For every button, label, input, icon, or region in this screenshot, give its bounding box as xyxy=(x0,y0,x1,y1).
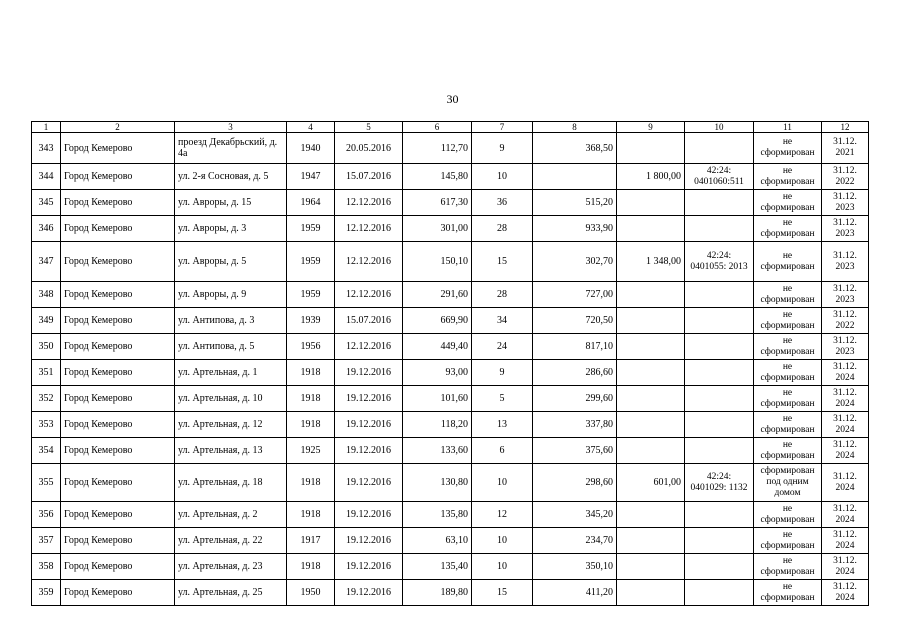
column-number: 2 xyxy=(61,122,175,133)
municipality-cell: Город Кемерово xyxy=(61,580,175,606)
value-col9-cell xyxy=(617,360,685,386)
deadline-cell: 31.12. 2024 xyxy=(822,438,869,464)
count-cell: 9 xyxy=(472,360,533,386)
deadline-cell: 31.12. 2024 xyxy=(822,580,869,606)
row-number: 344 xyxy=(32,164,61,190)
table-row xyxy=(32,308,869,334)
area-cell: 112,70 xyxy=(403,133,472,164)
count-cell: 6 xyxy=(472,438,533,464)
year-cell: 1956 xyxy=(287,334,335,360)
year-cell: 1964 xyxy=(287,190,335,216)
date-cell: 19.12.2016 xyxy=(335,554,403,580)
column-number: 12 xyxy=(822,122,869,133)
cadastral-number-cell: 42:24: 0401060:511 xyxy=(685,164,754,190)
year-cell: 1918 xyxy=(287,554,335,580)
page-number: 30 xyxy=(446,92,459,106)
area-cell: 617,30 xyxy=(403,190,472,216)
row-number: 357 xyxy=(32,528,61,554)
table-row xyxy=(32,334,869,360)
municipality-cell: Город Кемерово xyxy=(61,412,175,438)
address-cell: ул. Авроры, д. 5 xyxy=(175,242,287,282)
column-number: 5 xyxy=(335,122,403,133)
municipality-cell: Город Кемерово xyxy=(61,438,175,464)
year-cell: 1950 xyxy=(287,580,335,606)
deadline-cell: 31.12. 2024 xyxy=(822,464,869,502)
land-status-cell: не сформирован xyxy=(754,308,822,334)
row-number: 352 xyxy=(32,386,61,412)
area-cell: 63,10 xyxy=(403,528,472,554)
row-number: 350 xyxy=(32,334,61,360)
municipality-cell: Город Кемерово xyxy=(61,282,175,308)
land-status-cell: не сформирован xyxy=(754,412,822,438)
municipality-cell: Город Кемерово xyxy=(61,360,175,386)
municipality-cell: Город Кемерово xyxy=(61,502,175,528)
value-col9-cell xyxy=(617,386,685,412)
value-col8-cell: 515,20 xyxy=(533,190,617,216)
land-status-cell: не сформирован xyxy=(754,133,822,164)
address-cell: ул. Авроры, д. 9 xyxy=(175,282,287,308)
table-row xyxy=(32,554,869,580)
column-number: 10 xyxy=(685,122,754,133)
deadline-cell: 31.12. 2021 xyxy=(822,133,869,164)
count-cell: 10 xyxy=(472,528,533,554)
deadline-cell: 31.12. 2024 xyxy=(822,554,869,580)
table-row xyxy=(32,190,869,216)
date-cell: 20.05.2016 xyxy=(335,133,403,164)
area-cell: 118,20 xyxy=(403,412,472,438)
table-row xyxy=(32,133,869,164)
deadline-cell: 31.12. 2023 xyxy=(822,242,869,282)
municipality-cell: Город Кемерово xyxy=(61,164,175,190)
count-cell: 5 xyxy=(472,386,533,412)
value-col9-cell xyxy=(617,133,685,164)
cadastral-number-cell xyxy=(685,554,754,580)
year-cell: 1947 xyxy=(287,164,335,190)
value-col8-cell: 720,50 xyxy=(533,308,617,334)
deadline-cell: 31.12. 2023 xyxy=(822,334,869,360)
area-cell: 189,80 xyxy=(403,580,472,606)
address-cell: ул. Артельная, д. 23 xyxy=(175,554,287,580)
count-cell: 24 xyxy=(472,334,533,360)
count-cell: 13 xyxy=(472,412,533,438)
value-col8-cell: 727,00 xyxy=(533,282,617,308)
year-cell: 1940 xyxy=(287,133,335,164)
land-status-cell: не сформирован xyxy=(754,190,822,216)
address-cell: ул. Артельная, д. 18 xyxy=(175,464,287,502)
date-cell: 19.12.2016 xyxy=(335,464,403,502)
count-cell: 10 xyxy=(472,554,533,580)
area-cell: 135,40 xyxy=(403,554,472,580)
row-number: 343 xyxy=(32,133,61,164)
column-number: 1 xyxy=(32,122,61,133)
row-number: 347 xyxy=(32,242,61,282)
row-number: 348 xyxy=(32,282,61,308)
housing-register-table xyxy=(31,121,869,606)
year-cell: 1959 xyxy=(287,282,335,308)
deadline-cell: 31.12. 2022 xyxy=(822,164,869,190)
table-row xyxy=(32,386,869,412)
date-cell: 19.12.2016 xyxy=(335,386,403,412)
row-number: 359 xyxy=(32,580,61,606)
area-cell: 145,80 xyxy=(403,164,472,190)
value-col8-cell: 350,10 xyxy=(533,554,617,580)
count-cell: 34 xyxy=(472,308,533,334)
deadline-cell: 31.12. 2023 xyxy=(822,216,869,242)
value-col9-cell xyxy=(617,438,685,464)
count-cell: 10 xyxy=(472,464,533,502)
area-cell: 150,10 xyxy=(403,242,472,282)
cadastral-number-cell xyxy=(685,528,754,554)
area-cell: 133,60 xyxy=(403,438,472,464)
cadastral-number-cell xyxy=(685,412,754,438)
cadastral-number-cell: 42:24: 0401029: 1132 xyxy=(685,464,754,502)
land-status-cell: не сформирован xyxy=(754,386,822,412)
address-cell: проезд Декабрьский, д. 4а xyxy=(175,133,287,164)
table-row xyxy=(32,412,869,438)
address-cell: ул. Авроры, д. 3 xyxy=(175,216,287,242)
deadline-cell: 31.12. 2024 xyxy=(822,528,869,554)
deadline-cell: 31.12. 2024 xyxy=(822,502,869,528)
area-cell: 669,90 xyxy=(403,308,472,334)
deadline-cell: 31.12. 2024 xyxy=(822,360,869,386)
land-status-cell: не сформирован xyxy=(754,164,822,190)
date-cell: 12.12.2016 xyxy=(335,242,403,282)
table-row xyxy=(32,438,869,464)
land-status-cell: не сформирован xyxy=(754,360,822,386)
address-cell: ул. Артельная, д. 13 xyxy=(175,438,287,464)
land-status-cell: не сформирован xyxy=(754,554,822,580)
land-status-cell: не сформирован xyxy=(754,438,822,464)
land-status-cell: не сформирован xyxy=(754,282,822,308)
address-cell: ул. Артельная, д. 2 xyxy=(175,502,287,528)
column-number: 11 xyxy=(754,122,822,133)
year-cell: 1917 xyxy=(287,528,335,554)
table-row xyxy=(32,164,869,190)
value-col9-cell: 1 800,00 xyxy=(617,164,685,190)
deadline-cell: 31.12. 2023 xyxy=(822,190,869,216)
area-cell: 449,40 xyxy=(403,334,472,360)
count-cell: 28 xyxy=(472,216,533,242)
land-status-cell: не сформирован xyxy=(754,580,822,606)
table-row xyxy=(32,282,869,308)
cadastral-number-cell: 42:24: 0401055: 2013 xyxy=(685,242,754,282)
year-cell: 1939 xyxy=(287,308,335,334)
row-number: 358 xyxy=(32,554,61,580)
address-cell: ул. 2-я Сосновая, д. 5 xyxy=(175,164,287,190)
cadastral-number-cell xyxy=(685,282,754,308)
value-col9-cell xyxy=(617,554,685,580)
table-row xyxy=(32,242,869,282)
value-col9-cell: 1 348,00 xyxy=(617,242,685,282)
value-col8-cell: 302,70 xyxy=(533,242,617,282)
deadline-cell: 31.12. 2024 xyxy=(822,412,869,438)
municipality-cell: Город Кемерово xyxy=(61,216,175,242)
date-cell: 12.12.2016 xyxy=(335,334,403,360)
column-number-row xyxy=(32,122,869,133)
column-number: 7 xyxy=(472,122,533,133)
date-cell: 19.12.2016 xyxy=(335,528,403,554)
address-cell: ул. Авроры, д. 15 xyxy=(175,190,287,216)
value-col8-cell: 375,60 xyxy=(533,438,617,464)
land-status-cell: не сформирован xyxy=(754,334,822,360)
value-col9-cell xyxy=(617,308,685,334)
area-cell: 301,00 xyxy=(403,216,472,242)
cadastral-number-cell xyxy=(685,308,754,334)
cadastral-number-cell xyxy=(685,580,754,606)
value-col9-cell xyxy=(617,528,685,554)
value-col8-cell: 933,90 xyxy=(533,216,617,242)
municipality-cell: Город Кемерово xyxy=(61,528,175,554)
date-cell: 12.12.2016 xyxy=(335,216,403,242)
land-status-cell: не сформирован xyxy=(754,242,822,282)
year-cell: 1918 xyxy=(287,360,335,386)
address-cell: ул. Артельная, д. 10 xyxy=(175,386,287,412)
value-col9-cell xyxy=(617,190,685,216)
land-status-cell: не сформирован xyxy=(754,502,822,528)
row-number: 355 xyxy=(32,464,61,502)
value-col8-cell xyxy=(533,164,617,190)
cadastral-number-cell xyxy=(685,386,754,412)
area-cell: 135,80 xyxy=(403,502,472,528)
value-col9-cell xyxy=(617,282,685,308)
value-col9-cell xyxy=(617,334,685,360)
column-number: 8 xyxy=(533,122,617,133)
table-row xyxy=(32,464,869,502)
value-col8-cell: 345,20 xyxy=(533,502,617,528)
value-col9-cell xyxy=(617,502,685,528)
date-cell: 19.12.2016 xyxy=(335,502,403,528)
row-number: 356 xyxy=(32,502,61,528)
column-number: 6 xyxy=(403,122,472,133)
date-cell: 15.07.2016 xyxy=(335,308,403,334)
value-col9-cell: 601,00 xyxy=(617,464,685,502)
value-col9-cell xyxy=(617,412,685,438)
table-row xyxy=(32,216,869,242)
municipality-cell: Город Кемерово xyxy=(61,464,175,502)
date-cell: 19.12.2016 xyxy=(335,580,403,606)
cadastral-number-cell xyxy=(685,438,754,464)
value-col9-cell xyxy=(617,580,685,606)
year-cell: 1959 xyxy=(287,242,335,282)
value-col8-cell: 286,60 xyxy=(533,360,617,386)
value-col8-cell: 337,80 xyxy=(533,412,617,438)
area-cell: 130,80 xyxy=(403,464,472,502)
column-number: 9 xyxy=(617,122,685,133)
deadline-cell: 31.12. 2023 xyxy=(822,282,869,308)
address-cell: ул. Артельная, д. 12 xyxy=(175,412,287,438)
value-col8-cell: 368,50 xyxy=(533,133,617,164)
column-number: 3 xyxy=(175,122,287,133)
cadastral-number-cell xyxy=(685,190,754,216)
year-cell: 1925 xyxy=(287,438,335,464)
count-cell: 28 xyxy=(472,282,533,308)
row-number: 353 xyxy=(32,412,61,438)
table-row xyxy=(32,528,869,554)
area-cell: 101,60 xyxy=(403,386,472,412)
row-number: 346 xyxy=(32,216,61,242)
date-cell: 15.07.2016 xyxy=(335,164,403,190)
count-cell: 12 xyxy=(472,502,533,528)
cadastral-number-cell xyxy=(685,360,754,386)
municipality-cell: Город Кемерово xyxy=(61,554,175,580)
date-cell: 19.12.2016 xyxy=(335,412,403,438)
count-cell: 10 xyxy=(472,164,533,190)
row-number: 351 xyxy=(32,360,61,386)
municipality-cell: Город Кемерово xyxy=(61,386,175,412)
year-cell: 1918 xyxy=(287,386,335,412)
land-status-cell: сформирован под одним домом xyxy=(754,464,822,502)
date-cell: 19.12.2016 xyxy=(335,360,403,386)
column-number: 4 xyxy=(287,122,335,133)
year-cell: 1959 xyxy=(287,216,335,242)
count-cell: 15 xyxy=(472,242,533,282)
municipality-cell: Город Кемерово xyxy=(61,242,175,282)
count-cell: 36 xyxy=(472,190,533,216)
year-cell: 1918 xyxy=(287,464,335,502)
address-cell: ул. Артельная, д. 25 xyxy=(175,580,287,606)
land-status-cell: не сформирован xyxy=(754,528,822,554)
date-cell: 19.12.2016 xyxy=(335,438,403,464)
cadastral-number-cell xyxy=(685,133,754,164)
year-cell: 1918 xyxy=(287,502,335,528)
cadastral-number-cell xyxy=(685,334,754,360)
year-cell: 1918 xyxy=(287,412,335,438)
area-cell: 93,00 xyxy=(403,360,472,386)
value-col8-cell: 234,70 xyxy=(533,528,617,554)
address-cell: ул. Антипова, д. 5 xyxy=(175,334,287,360)
value-col8-cell: 298,60 xyxy=(533,464,617,502)
municipality-cell: Город Кемерово xyxy=(61,334,175,360)
date-cell: 12.12.2016 xyxy=(335,282,403,308)
value-col9-cell xyxy=(617,216,685,242)
table-row xyxy=(32,580,869,606)
table-row xyxy=(32,360,869,386)
table-row xyxy=(32,502,869,528)
cadastral-number-cell xyxy=(685,502,754,528)
count-cell: 15 xyxy=(472,580,533,606)
address-cell: ул. Артельная, д. 1 xyxy=(175,360,287,386)
row-number: 345 xyxy=(32,190,61,216)
row-number: 349 xyxy=(32,308,61,334)
value-col8-cell: 817,10 xyxy=(533,334,617,360)
count-cell: 9 xyxy=(472,133,533,164)
value-col8-cell: 299,60 xyxy=(533,386,617,412)
row-number: 354 xyxy=(32,438,61,464)
address-cell: ул. Артельная, д. 22 xyxy=(175,528,287,554)
address-cell: ул. Антипова, д. 3 xyxy=(175,308,287,334)
area-cell: 291,60 xyxy=(403,282,472,308)
land-status-cell: не сформирован xyxy=(754,216,822,242)
date-cell: 12.12.2016 xyxy=(335,190,403,216)
deadline-cell: 31.12. 2022 xyxy=(822,308,869,334)
municipality-cell: Город Кемерово xyxy=(61,133,175,164)
municipality-cell: Город Кемерово xyxy=(61,190,175,216)
cadastral-number-cell xyxy=(685,216,754,242)
municipality-cell: Город Кемерово xyxy=(61,308,175,334)
value-col8-cell: 411,20 xyxy=(533,580,617,606)
deadline-cell: 31.12. 2024 xyxy=(822,386,869,412)
